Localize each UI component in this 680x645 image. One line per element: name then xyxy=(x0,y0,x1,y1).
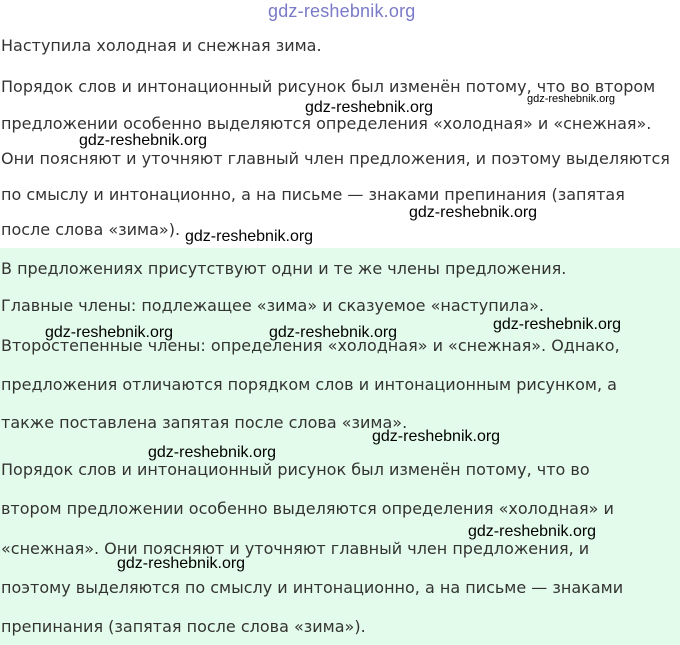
watermark: gdz-reshebnik.org xyxy=(409,204,538,221)
text-line: Главные члены: подлежащее «зима» и сказуемое «наступила». xyxy=(1,296,544,315)
watermark: gdz-reshebnik.org xyxy=(117,555,246,572)
text-line: Они поясняют и уточняют главный член предложения, и поэтому выделяются xyxy=(1,149,670,168)
text-line: «снежная». Они поясняют и уточняют главный член предложения, и xyxy=(1,539,590,558)
text-line: Наступила холодная и снежная зима. xyxy=(1,36,322,55)
watermark: gdz-reshebnik.org xyxy=(185,228,314,245)
text-line: препинания (запятая после слова «зима»). xyxy=(1,617,366,636)
text-line: после слова «зима»). xyxy=(1,220,181,239)
text-line: поэтому выделяются по смыслу и интонационно, а на письме — знаками xyxy=(1,578,624,597)
text-line: Второстепенные члены: определения «холодная» и «снежная». Однако, xyxy=(1,336,620,355)
watermark: gdz-reshebnik.org xyxy=(493,316,622,333)
text-line: Порядок слов и интонационный рисунок был изменён потому, что во втором xyxy=(1,77,656,96)
watermark: gdz-reshebnik.org xyxy=(468,523,597,540)
watermark: gdz-reshebnik.org xyxy=(45,324,174,341)
watermark: gdz-reshebnik.org xyxy=(148,444,277,461)
watermark: gdz-reshebnik.org xyxy=(305,99,434,116)
text-line: Порядок слов и интонационный рисунок был изменён потому, что во xyxy=(1,460,590,479)
watermark: gdz-reshebnik.org xyxy=(527,93,616,105)
watermark: gdz-reshebnik.org xyxy=(79,132,208,149)
text-line: по смыслу и интонационно, а на письме — знаками препинания (запятая xyxy=(1,185,625,204)
text-line: предложении особенно выделяются определения «холодная» и «снежная». xyxy=(1,114,652,133)
text-line: втором предложении особенно выделяются определения «холодная» и xyxy=(1,499,614,518)
watermark: gdz-reshebnik.org xyxy=(372,428,501,445)
text-line: также поставлена запятая после слова «зима». xyxy=(1,413,408,432)
site-watermark-header: gdz-reshebnik.org xyxy=(268,1,416,21)
watermark: gdz-reshebnik.org xyxy=(269,324,398,341)
text-line: предложения отличаются порядком слов и интонационным рисунком, а xyxy=(1,375,617,394)
text-line: В предложениях присутствуют одни и те же члены предложения. xyxy=(1,259,567,278)
